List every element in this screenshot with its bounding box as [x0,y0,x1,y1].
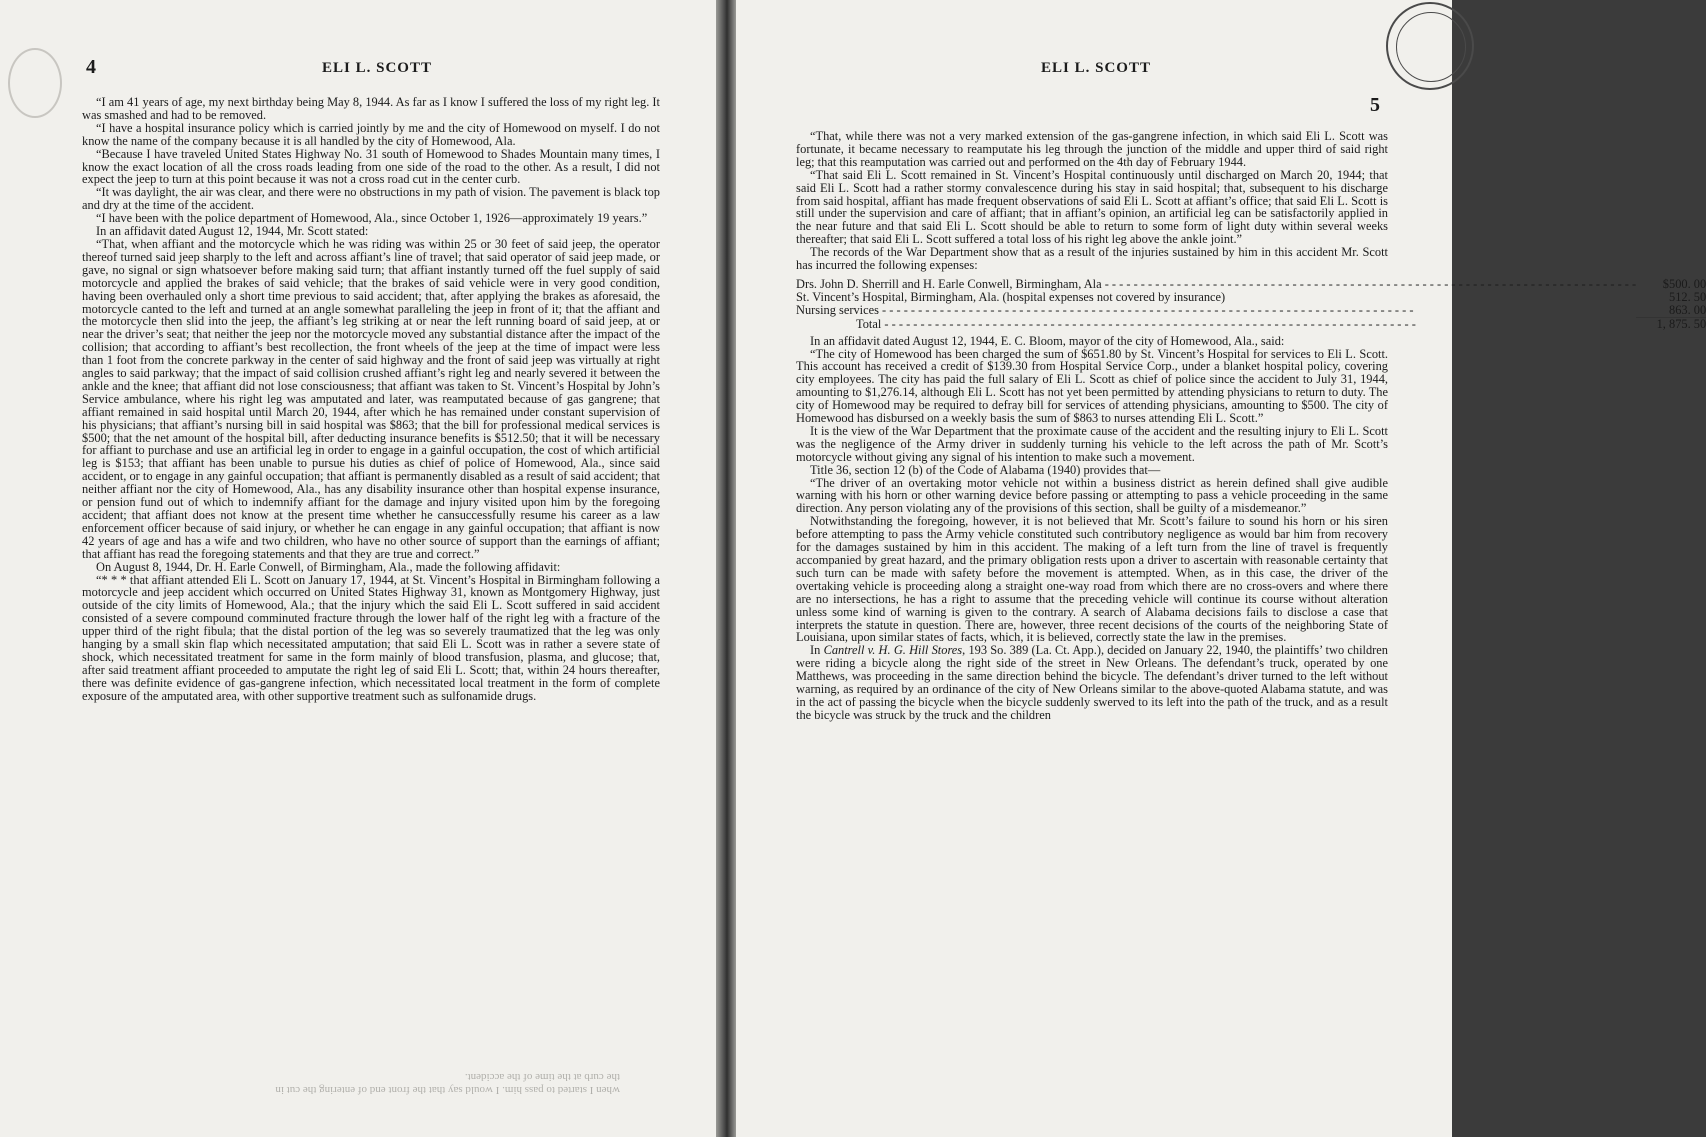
expense-label: Nursing services - - - [796,304,1636,317]
total-row [796,318,1706,331]
paragraph: Title 36, section 12 (b) of the Code of Alabama (1940) provides that— [810,462,1161,477]
paragraph: “I have a hospital insurance policy which is carried jointly by me and the city of Homewood on myself. I do not know the name of the company because it is all handled by the city of Homewood, Ala. [82,120,660,148]
paragraph: The records of the War Department show that as a result of the injuries sustained by him in this accident Mr. Scott has incurred the following expenses: [796,245,1388,273]
paragraph: It is the view of the War Department that the proximate cause of the accident and the resulting injury to Eli L. Scott was the negligence of the Army driver in suddenly turning his vehicle to the left across the path of Mr. Scott’s motorcycle without giving any signal of his intention to make such a movement. [796,423,1388,464]
paragraph: “The city of Homewood has been charged the sum of $651.80 by St. Vincent’s Hospital for services to Eli L. Scott. This account has received a credit of $139.30 from Hospital Service Corp., under a blanket hospital policy, covering city employees. The city has paid the full salary of Eli L. Scott as chief of police since the accident to July 31, 1944, amounting to $1,276.14, although Eli L. Scott has not yet been permitted by attending physicians to return to duty. The city of Homewood may be required to defray bill for services of attending physicians, amounting to $500. The city of Homewood has disbursed on a weekly basis the sum of $863 to nurses attending Eli L. Scott.” [796,346,1388,426]
running-head: ELI L. SCOTT [322,60,432,76]
paragraph: “I have been with the police department of Homewood, Ala., since October 1, 1926—approximately 19 years.” [96,211,648,226]
paragraph: “That, when affiant and the motorcycle which he was riding was within 25 or 30 feet of said jeep, the operator thereof turned said jeep sharply to the left and across affiant’s line of travel; that said operator of said jeep made, or gave, no signal or sign whatsoever before making said turn; that affiant instantly turned off the fuel supply of said motorcycle and applied the brakes of said vehicle; that the brakes of said vehicle were in very good condition, having been overhauled only a short time previous to said accident; that, after applying the brakes as aforesaid, the motorcycle canted to the left and turned at an angle somewhat paralleling the jeep in front of it; that the affiant and the motorcycle then slid into the jeep, the affiant’s leg striking at or near the left running board of said jeep, at or near the driver’s seat; that neither the jeep nor the motorcycle moved any substantial distance after the impact of the collision; that according to affiant’s best recollection, the front wheels of the jeep at the time of impact were less than 1 foot from the concrete parkway in the center of said highway and the front of said jeep was virtually at right angles to said parkway; that the impact of said collision crushed affiant’s right leg and nearly severed it between the ankle and the knee; that affiant did not lose consciousness; that affiant was taken to St. Vincent’s Hospital by John’s Service ambulance, where his right leg was amputated and later, was reamputated because of gas gangrene; that affiant remained in said hospital until March 20, 1944, after which he has remained under constant supervision of his physicians; that affiant’s nursing bill in said hospital was $863; that the bill for professional medical services is $500; that the net amount of the hospital bill, after deducting insurance benefits is $512.50; that it will be necessary for affiant to purchase and use an artificial leg in order to engage in a gainful occupation, the cost of which artificial leg is $153; that affiant has been unable to pursue his duties as chief of police of Homewood, Ala., since said accident, or to engage in any gainful occupation; that affiant is permanently disabled as a result of said accident; that neither affiant nor the city of Homewood, Ala., has any disability insurance other than hospital expense insurance, or pension fund out of which to indemnify affiant for the damage and injury visited upon him by the foregoing accident; that affiant does not know at the present time whether he cansuccessfully resume his career as a law enforcement officer because of said injury, or whether he can engage in any gainful occupation; that affiant is now 42 years of age and has a wife and two children, who have no other source of support than the earnings of affiant; that affiant has read the foregoing statements and that they are true and correct.” [82,236,660,561]
paragraph: On August 8, 1944, Dr. H. Earle Conwell, of Birmingham, Ala., made the following affidavit: [96,559,561,574]
case-citation: Cantrell v. H. G. Hill Stores [823,643,963,658]
cantrell-text: , 193 So. 389 (La. Ct. App.), decided on January 22, 1940, the plaintiffs’ two children were riding a bicycle along the right side of the street in New Orleans. The defendant’s truck, operated by one Matthews, was proceeding in the same direction behind the bicycle. The defendant’s driver turned to the left without warning, as required by an ordinance of the city of New Orleans similar to the above-quoted Alabama statute, and was in the act of passing the bicycle when the bicycle suddenly swerved to its left into the path of the truck, and as a result the bicycle was struck by the truck and the children [796,643,1388,722]
paragraph: “Because I have traveled United States Highway No. 31 south of Homewood to Shades Mountain many times, I know the exact location of all the cross roads leading from one side of the road to the other. As a result, I did not expect the jeep to turn at this point because it was not a cross road cut in the center curb. [82,146,660,187]
body-text [82,96,660,703]
book-gutter [716,0,736,1137]
expense-amount: $500. 00 [1662,276,1706,291]
paragraph: “The driver of an overtaking motor vehicle not within a business district as herein defined shall give audible warning with his horn or other warning device before passing or attempting to pass a vehicle proceeding in the same direction. Any person violating any of the provisions of this section, shall be guilty of a misdemeanor.” [796,475,1388,516]
paragraph: In an affidavit dated August 12, 1944, Mr. Scott stated: [96,224,369,239]
body-text [796,129,1706,722]
expense-amount: 863. 00 [1669,302,1706,317]
expense-label: Drs. John D. Sherrill and H. Earle Conwell, Birmingham, Ala - - - [796,278,1636,291]
left-page [0,0,716,1137]
page-number: 4 [86,56,96,78]
paragraph: In an affidavit dated August 12, 1944, E. C. Bloom, mayor of the city of Homewood, Ala., said: [810,333,1285,348]
paragraph: “It was daylight, the air was clear, and there were no obstructions in my path of vision. The pavement is black top and dry at the time of the accident. [82,185,660,213]
library-stamp [8,48,62,118]
right-page [736,0,1706,1137]
paragraph: “I am 41 years of age, my next birthday being May 8, 1944. As far as I know I suffered the loss of my right leg. It was smashed and had to be removed. [82,95,660,122]
paragraph: Notwithstanding the foregoing, however, it is not believed that Mr. Scott’s failure to sound his horn or his siren before attempting to pass the Army vehicle constituted such contributory negligence as would bar him from recovery for the damages sustained by him in this accident. The making of a left turn from the line of travel is frequently accompanied by great hazard, and the primary obligation rests upon a driver to ascertain with reasonable certainty that such turn can be made with safety before the movement is attempted. When, as in this case, the driver of the overtaking vehicle is proceeding along a straight one-way road from which there are no cross-overs and where there are no intersections, he has a right to assume that the preceding vehicle will continue its course without alteration unless some kind of warning is given to the contrary. A search of Alabama decisions fails to disclose a case that interprets the statute in question. There are, however, three recent decisions of the courts of the neighboring State of Louisiana, upon similar states of facts, which, it is believed, correctly state the law in the premises. [796,514,1388,645]
page-number: 5 [1370,94,1380,116]
bleed-through-text: when I started to pass him. I would say that the front end of entering the cut in the curb at the time of the accident. [275,1071,620,1096]
expenses-table [796,278,1706,331]
total-amount: 1, 875. 50 [1656,316,1706,331]
cantrell-paragraph [796,644,1388,721]
paragraph: “That, while there was not a very marked extension of the gas-gangrene infection, in which said Eli L. Scott was fortunate, it became necessary to reamputate his leg through the junction of the middle and upper third of said right leg; that this reamputation was carried out and performed on the 4th day of February 1944. [796,129,1388,169]
truman-library-stamp [1386,2,1474,90]
expense-row [796,291,1706,304]
paragraph: “* * * that affiant attended Eli L. Scott on January 17, 1944, at St. Vincent’s Hospital in Birmingham following a motorcycle and jeep accident which occurred on United States Highway 31, known as Montgomery Highway, just outside of the city limits of Homewood, Ala.; that the injury which the said Eli L. Scott suffered in said accident consisted of a severe compound comminuted fracture through the lower half of the right leg with a fracture of the upper third of the right fibula; that the distal portion of the leg was so severely traumatized that the leg was only hanging by a small skin flap which necessitated amputation; that said Eli L. Scott was in rather a severe state of shock, which necessitated treatment for same in the form mainly of blood transfusion, plasma, and glucose; that, after said treatment affiant proceeded to amputate the right leg of said Eli L. Scott; that, within 24 hours thereafter, there was definite evidence of gas-gangrene infection, which necessitated local treatment in the form of complete exposure of the amputated area, with other supportive treatment such as sulfonamide drugs. [82,572,660,703]
expense-row [796,304,1706,317]
cantrell-intro: In [810,643,821,658]
expense-label: St. Vincent’s Hospital, Birmingham, Ala. (hospital expenses not covered by insurance) [796,289,1226,304]
running-head: ELI L. SCOTT [1041,60,1151,76]
paragraph: “That said Eli L. Scott remained in St. Vincent’s Hospital continuously until discharged on March 20, 1944; that said Eli L. Scott had a rather stormy convalescence during his stay in said hospital; that, subsequent to his discharge from said hospital, affiant has made frequent observations of said Eli L. Scott at affiant’s office; that said Eli L. Scott is still under the supervision and care of affiant; that in affiant’s opinion, an artificial leg can be satisfactorily applied in the near future and that said Eli L. Scott should be able to return to some form of light duty within several weeks thereafter; that said Eli L. Scott suffered a total loss of his right leg above the ankle joint.” [796,167,1388,247]
total-label: Total - - - [856,318,1636,331]
expense-row [796,278,1706,291]
expense-amount: 512. 50 [1669,289,1706,304]
